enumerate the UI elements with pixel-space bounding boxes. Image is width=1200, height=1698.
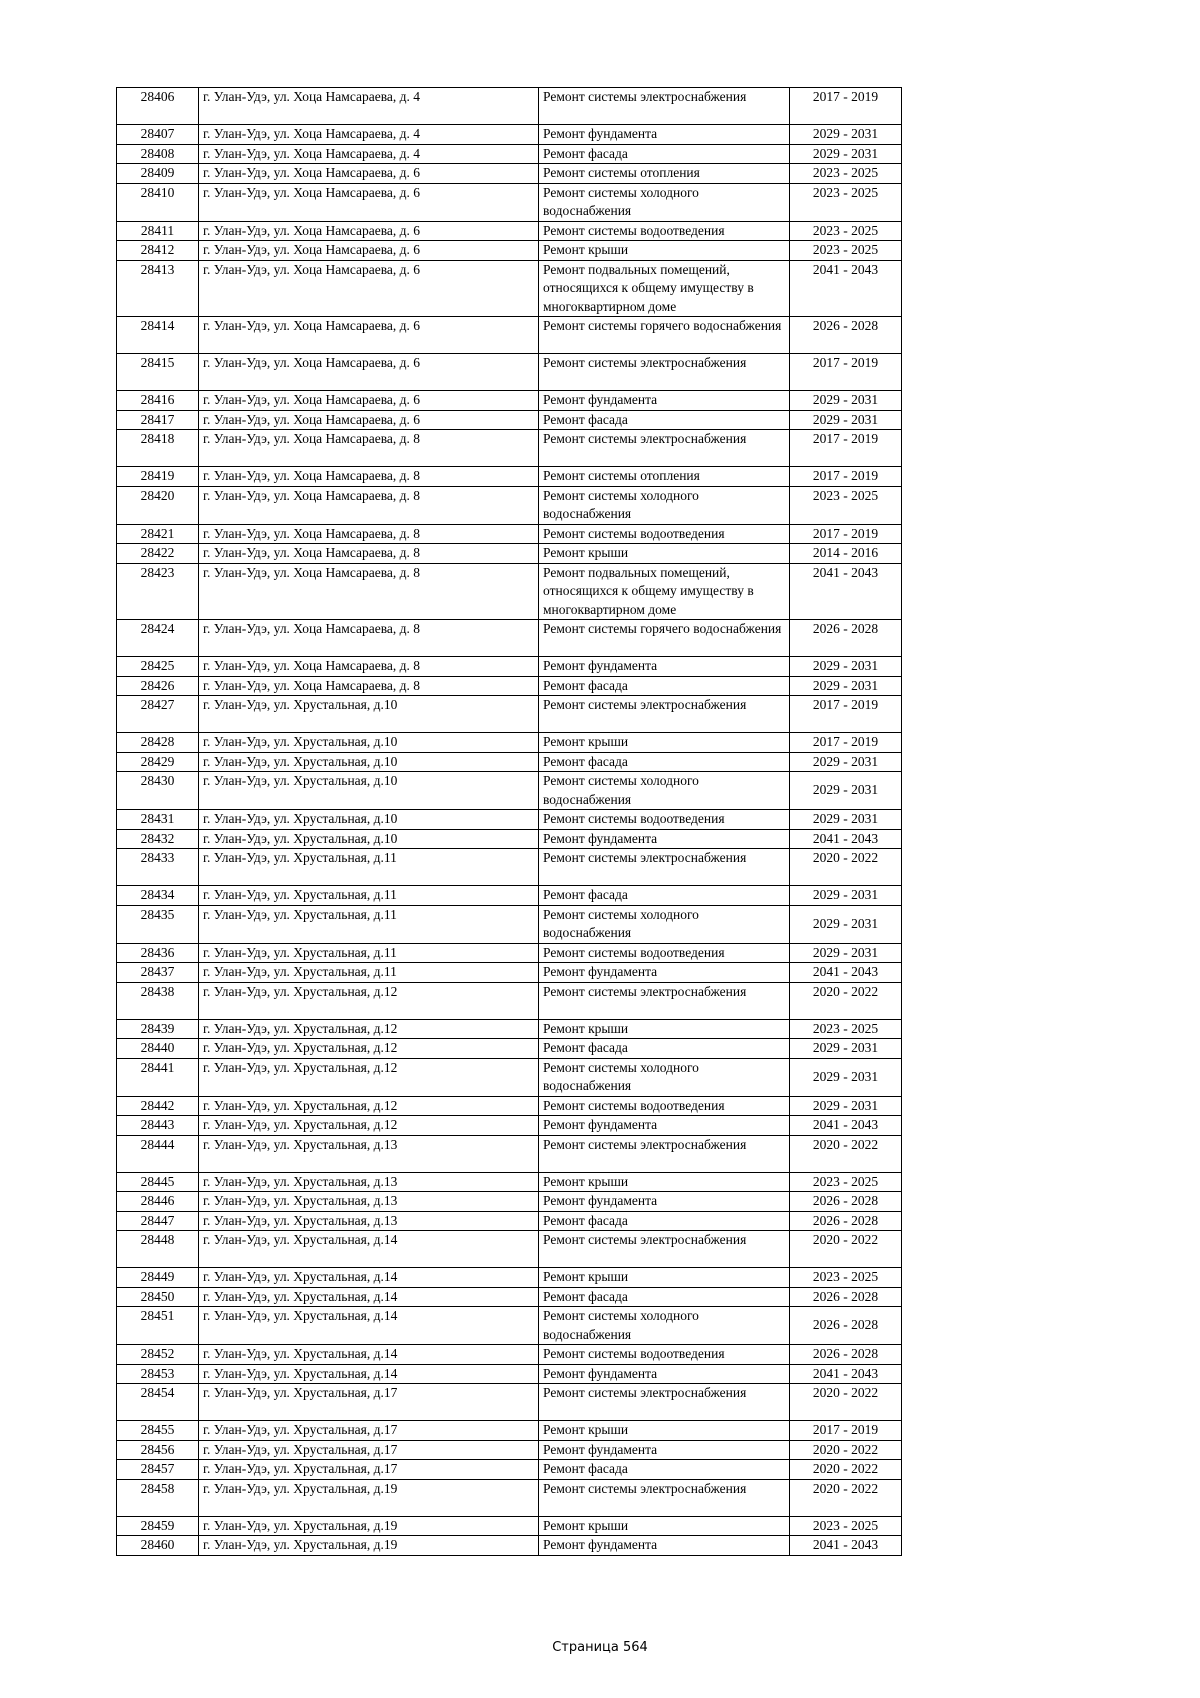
table-row xyxy=(117,1479,902,1516)
table-row xyxy=(117,260,902,317)
table-row xyxy=(117,1307,902,1345)
table-row xyxy=(117,1019,902,1039)
row-address: г. Улан-Удэ, ул. Хоца Намсараева, д. 8 xyxy=(199,430,539,467)
row-address: г. Улан-Удэ, ул. Хрустальная, д.13 xyxy=(199,1135,539,1172)
table-row xyxy=(117,524,902,544)
row-work-type: Ремонт системы электроснабжения xyxy=(539,1135,790,1172)
row-period: 2029 - 2031 xyxy=(790,676,902,696)
row-id: 28425 xyxy=(117,657,199,677)
row-work-type: Ремонт крыши xyxy=(539,1172,790,1192)
table-row xyxy=(117,657,902,677)
row-work-type: Ремонт системы водоотведения xyxy=(539,524,790,544)
row-work-type: Ремонт системы водоотведения xyxy=(539,1345,790,1365)
row-period: 2023 - 2025 xyxy=(790,1268,902,1288)
row-address: г. Улан-Удэ, ул. Хрустальная, д.12 xyxy=(199,982,539,1019)
row-address: г. Улан-Удэ, ул. Хрустальная, д.10 xyxy=(199,810,539,830)
row-id: 28459 xyxy=(117,1516,199,1536)
row-period: 2020 - 2022 xyxy=(790,1231,902,1268)
row-address: г. Улан-Удэ, ул. Хрустальная, д.11 xyxy=(199,886,539,906)
row-address: г. Улан-Удэ, ул. Хрустальная, д.12 xyxy=(199,1019,539,1039)
row-period: 2023 - 2025 xyxy=(790,241,902,261)
row-id: 28458 xyxy=(117,1479,199,1516)
row-work-type: Ремонт крыши xyxy=(539,1268,790,1288)
row-address: г. Улан-Удэ, ул. Хрустальная, д.12 xyxy=(199,1116,539,1136)
row-address: г. Улан-Удэ, ул. Хоца Намсараева, д. 8 xyxy=(199,467,539,487)
table-row xyxy=(117,849,902,886)
row-work-type: Ремонт системы холодного водоснабжения xyxy=(539,772,790,810)
row-address: г. Улан-Удэ, ул. Хоца Намсараева, д. 8 xyxy=(199,486,539,524)
row-id: 28432 xyxy=(117,829,199,849)
row-address: г. Улан-Удэ, ул. Хоца Намсараева, д. 6 xyxy=(199,164,539,184)
table-row xyxy=(117,125,902,145)
table-row xyxy=(117,544,902,564)
row-address: г. Улан-Удэ, ул. Хрустальная, д.17 xyxy=(199,1384,539,1421)
row-address: г. Улан-Удэ, ул. Хрустальная, д.11 xyxy=(199,963,539,983)
table-row xyxy=(117,982,902,1019)
row-period: 2029 - 2031 xyxy=(790,810,902,830)
table-row xyxy=(117,943,902,963)
row-period: 2017 - 2019 xyxy=(790,696,902,733)
row-work-type: Ремонт фундамента xyxy=(539,1440,790,1460)
row-work-type: Ремонт фасада xyxy=(539,144,790,164)
table-row xyxy=(117,676,902,696)
row-address: г. Улан-Удэ, ул. Хрустальная, д.10 xyxy=(199,696,539,733)
row-period: 2023 - 2025 xyxy=(790,183,902,221)
row-period: 2023 - 2025 xyxy=(790,164,902,184)
row-address: г. Улан-Удэ, ул. Хоца Намсараева, д. 4 xyxy=(199,144,539,164)
row-work-type: Ремонт фасада xyxy=(539,1211,790,1231)
row-work-type: Ремонт системы холодного водоснабжения xyxy=(539,905,790,943)
row-work-type: Ремонт системы электроснабжения xyxy=(539,696,790,733)
row-id: 28414 xyxy=(117,317,199,354)
table-row xyxy=(117,1440,902,1460)
table-row xyxy=(117,829,902,849)
row-address: г. Улан-Удэ, ул. Хрустальная, д.14 xyxy=(199,1268,539,1288)
row-work-type: Ремонт системы водоотведения xyxy=(539,943,790,963)
row-id: 28460 xyxy=(117,1536,199,1556)
row-period: 2023 - 2025 xyxy=(790,1019,902,1039)
row-address: г. Улан-Удэ, ул. Хоца Намсараева, д. 4 xyxy=(199,88,539,125)
row-address: г. Улан-Удэ, ул. Хрустальная, д.14 xyxy=(199,1287,539,1307)
row-period: 2020 - 2022 xyxy=(790,1384,902,1421)
row-id: 28433 xyxy=(117,849,199,886)
row-period: 2041 - 2043 xyxy=(790,1364,902,1384)
row-id: 28441 xyxy=(117,1058,199,1096)
table-row xyxy=(117,486,902,524)
row-period: 2017 - 2019 xyxy=(790,733,902,753)
table-row xyxy=(117,1211,902,1231)
row-id: 28423 xyxy=(117,563,199,620)
row-period: 2029 - 2031 xyxy=(790,886,902,906)
row-id: 28406 xyxy=(117,88,199,125)
row-address: г. Улан-Удэ, ул. Хоца Намсараева, д. 6 xyxy=(199,410,539,430)
table-row xyxy=(117,1039,902,1059)
row-period: 2026 - 2028 xyxy=(790,620,902,657)
row-address: г. Улан-Удэ, ул. Хоца Намсараева, д. 8 xyxy=(199,563,539,620)
row-id: 28440 xyxy=(117,1039,199,1059)
row-id: 28424 xyxy=(117,620,199,657)
row-id: 28457 xyxy=(117,1460,199,1480)
row-id: 28417 xyxy=(117,410,199,430)
row-id: 28420 xyxy=(117,486,199,524)
row-period: 2020 - 2022 xyxy=(790,1135,902,1172)
row-period: 2020 - 2022 xyxy=(790,1479,902,1516)
row-id: 28436 xyxy=(117,943,199,963)
row-work-type: Ремонт крыши xyxy=(539,241,790,261)
row-id: 28411 xyxy=(117,221,199,241)
row-period: 2017 - 2019 xyxy=(790,88,902,125)
row-period: 2023 - 2025 xyxy=(790,1516,902,1536)
table-row xyxy=(117,221,902,241)
row-id: 28453 xyxy=(117,1364,199,1384)
row-id: 28429 xyxy=(117,752,199,772)
table-row xyxy=(117,164,902,184)
row-period: 2029 - 2031 xyxy=(790,943,902,963)
row-period: 2026 - 2028 xyxy=(790,317,902,354)
table-row xyxy=(117,1116,902,1136)
row-id: 28407 xyxy=(117,125,199,145)
row-period: 2017 - 2019 xyxy=(790,467,902,487)
table-row xyxy=(117,391,902,411)
row-period: 2023 - 2025 xyxy=(790,221,902,241)
row-work-type: Ремонт системы горячего водоснабжения xyxy=(539,317,790,354)
row-address: г. Улан-Удэ, ул. Хрустальная, д.11 xyxy=(199,849,539,886)
row-address: г. Улан-Удэ, ул. Хрустальная, д.10 xyxy=(199,752,539,772)
table-row xyxy=(117,905,902,943)
row-work-type: Ремонт фасада xyxy=(539,1287,790,1307)
row-id: 28438 xyxy=(117,982,199,1019)
row-address: г. Улан-Удэ, ул. Хрустальная, д.14 xyxy=(199,1364,539,1384)
row-address: г. Улан-Удэ, ул. Хрустальная, д.12 xyxy=(199,1096,539,1116)
row-work-type: Ремонт фундамента xyxy=(539,1192,790,1212)
table-row xyxy=(117,1516,902,1536)
row-work-type: Ремонт системы отопления xyxy=(539,164,790,184)
row-id: 28447 xyxy=(117,1211,199,1231)
repair-schedule-table xyxy=(116,87,902,1556)
row-address: г. Улан-Удэ, ул. Хрустальная, д.10 xyxy=(199,772,539,810)
row-period: 2029 - 2031 xyxy=(790,391,902,411)
row-period: 2029 - 2031 xyxy=(790,772,902,810)
row-period: 2029 - 2031 xyxy=(790,410,902,430)
row-address: г. Улан-Удэ, ул. Хоца Намсараева, д. 6 xyxy=(199,391,539,411)
row-id: 28435 xyxy=(117,905,199,943)
row-period: 2026 - 2028 xyxy=(790,1345,902,1365)
row-address: г. Улан-Удэ, ул. Хрустальная, д.19 xyxy=(199,1536,539,1556)
row-address: г. Улан-Удэ, ул. Хрустальная, д.12 xyxy=(199,1058,539,1096)
row-id: 28415 xyxy=(117,354,199,391)
row-period: 2026 - 2028 xyxy=(790,1287,902,1307)
row-period: 2020 - 2022 xyxy=(790,849,902,886)
row-work-type: Ремонт подвальных помещений, относящихся к общему имуществу в многоквартирном доме xyxy=(539,260,790,317)
row-work-type: Ремонт системы электроснабжения xyxy=(539,88,790,125)
row-id: 28408 xyxy=(117,144,199,164)
row-address: г. Улан-Удэ, ул. Хоца Намсараева, д. 6 xyxy=(199,183,539,221)
row-id: 28410 xyxy=(117,183,199,221)
table-row xyxy=(117,430,902,467)
row-work-type: Ремонт системы горячего водоснабжения xyxy=(539,620,790,657)
row-work-type: Ремонт фасада xyxy=(539,1460,790,1480)
row-address: г. Улан-Удэ, ул. Хоца Намсараева, д. 6 xyxy=(199,241,539,261)
row-id: 28428 xyxy=(117,733,199,753)
row-id: 28430 xyxy=(117,772,199,810)
row-id: 28437 xyxy=(117,963,199,983)
table-row xyxy=(117,1421,902,1441)
table-row xyxy=(117,1231,902,1268)
row-address: г. Улан-Удэ, ул. Хоца Намсараева, д. 6 xyxy=(199,317,539,354)
row-period: 2017 - 2019 xyxy=(790,354,902,391)
row-work-type: Ремонт крыши xyxy=(539,733,790,753)
row-id: 28450 xyxy=(117,1287,199,1307)
table-row xyxy=(117,1287,902,1307)
row-work-type: Ремонт крыши xyxy=(539,1516,790,1536)
row-period: 2026 - 2028 xyxy=(790,1211,902,1231)
row-period: 2041 - 2043 xyxy=(790,829,902,849)
row-address: г. Улан-Удэ, ул. Хрустальная, д.19 xyxy=(199,1479,539,1516)
row-work-type: Ремонт крыши xyxy=(539,544,790,564)
table-row xyxy=(117,696,902,733)
row-period: 2017 - 2019 xyxy=(790,524,902,544)
row-id: 28422 xyxy=(117,544,199,564)
row-id: 28409 xyxy=(117,164,199,184)
row-id: 28416 xyxy=(117,391,199,411)
row-work-type: Ремонт системы электроснабжения xyxy=(539,1384,790,1421)
row-address: г. Улан-Удэ, ул. Хрустальная, д.10 xyxy=(199,829,539,849)
row-period: 2020 - 2022 xyxy=(790,1460,902,1480)
table-body xyxy=(117,88,902,1556)
row-period: 2029 - 2031 xyxy=(790,1096,902,1116)
row-id: 28427 xyxy=(117,696,199,733)
row-id: 28456 xyxy=(117,1440,199,1460)
row-address: г. Улан-Удэ, ул. Хрустальная, д.17 xyxy=(199,1440,539,1460)
row-work-type: Ремонт системы отопления xyxy=(539,467,790,487)
row-id: 28431 xyxy=(117,810,199,830)
row-address: г. Улан-Удэ, ул. Хрустальная, д.13 xyxy=(199,1211,539,1231)
row-work-type: Ремонт системы водоотведения xyxy=(539,810,790,830)
row-id: 28452 xyxy=(117,1345,199,1365)
row-address: г. Улан-Удэ, ул. Хрустальная, д.12 xyxy=(199,1039,539,1059)
row-id: 28444 xyxy=(117,1135,199,1172)
row-id: 28449 xyxy=(117,1268,199,1288)
row-address: г. Улан-Удэ, ул. Хоца Намсараева, д. 6 xyxy=(199,260,539,317)
row-work-type: Ремонт фундамента xyxy=(539,657,790,677)
row-work-type: Ремонт крыши xyxy=(539,1421,790,1441)
row-address: г. Улан-Удэ, ул. Хоца Намсараева, д. 4 xyxy=(199,125,539,145)
table-row xyxy=(117,752,902,772)
table-row xyxy=(117,1345,902,1365)
row-id: 28413 xyxy=(117,260,199,317)
row-address: г. Улан-Удэ, ул. Хоца Намсараева, д. 6 xyxy=(199,221,539,241)
table-row xyxy=(117,1192,902,1212)
table-row xyxy=(117,563,902,620)
row-period: 2029 - 2031 xyxy=(790,657,902,677)
row-id: 28451 xyxy=(117,1307,199,1345)
row-work-type: Ремонт системы электроснабжения xyxy=(539,849,790,886)
row-id: 28445 xyxy=(117,1172,199,1192)
row-work-type: Ремонт крыши xyxy=(539,1019,790,1039)
row-period: 2041 - 2043 xyxy=(790,260,902,317)
table-row xyxy=(117,1384,902,1421)
row-work-type: Ремонт фундамента xyxy=(539,391,790,411)
table-row xyxy=(117,467,902,487)
row-id: 28443 xyxy=(117,1116,199,1136)
row-period: 2017 - 2019 xyxy=(790,430,902,467)
row-period: 2029 - 2031 xyxy=(790,1039,902,1059)
row-work-type: Ремонт системы холодного водоснабжения xyxy=(539,1307,790,1345)
table-row xyxy=(117,354,902,391)
row-address: г. Улан-Удэ, ул. Хрустальная, д.19 xyxy=(199,1516,539,1536)
row-id: 28454 xyxy=(117,1384,199,1421)
row-period: 2041 - 2043 xyxy=(790,963,902,983)
page-number: Страница 564 xyxy=(552,1640,648,1655)
row-id: 28455 xyxy=(117,1421,199,1441)
row-work-type: Ремонт фундамента xyxy=(539,1116,790,1136)
row-id: 28426 xyxy=(117,676,199,696)
row-id: 28412 xyxy=(117,241,199,261)
row-address: г. Улан-Удэ, ул. Хрустальная, д.14 xyxy=(199,1345,539,1365)
row-work-type: Ремонт фундамента xyxy=(539,125,790,145)
row-work-type: Ремонт фасада xyxy=(539,752,790,772)
row-period: 2026 - 2028 xyxy=(790,1192,902,1212)
row-period: 2029 - 2031 xyxy=(790,905,902,943)
row-work-type: Ремонт системы холодного водоснабжения xyxy=(539,486,790,524)
row-period: 2041 - 2043 xyxy=(790,1536,902,1556)
row-work-type: Ремонт системы электроснабжения xyxy=(539,354,790,391)
table-row xyxy=(117,733,902,753)
row-work-type: Ремонт системы водоотведения xyxy=(539,1096,790,1116)
table-row xyxy=(117,1536,902,1556)
row-work-type: Ремонт системы электроснабжения xyxy=(539,982,790,1019)
table-row xyxy=(117,1135,902,1172)
table-row xyxy=(117,620,902,657)
row-work-type: Ремонт системы водоотведения xyxy=(539,221,790,241)
row-period: 2017 - 2019 xyxy=(790,1421,902,1441)
row-address: г. Улан-Удэ, ул. Хрустальная, д.13 xyxy=(199,1192,539,1212)
row-work-type: Ремонт подвальных помещений, относящихся к общему имуществу в многоквартирном доме xyxy=(539,563,790,620)
table-row xyxy=(117,772,902,810)
table-row xyxy=(117,810,902,830)
row-work-type: Ремонт фундамента xyxy=(539,1364,790,1384)
row-work-type: Ремонт фундамента xyxy=(539,963,790,983)
row-period: 2026 - 2028 xyxy=(790,1307,902,1345)
row-id: 28434 xyxy=(117,886,199,906)
row-address: г. Улан-Удэ, ул. Хрустальная, д.10 xyxy=(199,733,539,753)
table-row xyxy=(117,1268,902,1288)
row-address: г. Улан-Удэ, ул. Хрустальная, д.11 xyxy=(199,905,539,943)
table-row xyxy=(117,886,902,906)
row-address: г. Улан-Удэ, ул. Хрустальная, д.17 xyxy=(199,1421,539,1441)
row-work-type: Ремонт системы холодного водоснабжения xyxy=(539,1058,790,1096)
row-period: 2023 - 2025 xyxy=(790,486,902,524)
table-row xyxy=(117,410,902,430)
row-period: 2041 - 2043 xyxy=(790,563,902,620)
row-work-type: Ремонт системы холодного водоснабжения xyxy=(539,183,790,221)
row-work-type: Ремонт фасада xyxy=(539,1039,790,1059)
row-period: 2014 - 2016 xyxy=(790,544,902,564)
row-address: г. Улан-Удэ, ул. Хрустальная, д.17 xyxy=(199,1460,539,1480)
row-period: 2023 - 2025 xyxy=(790,1172,902,1192)
row-address: г. Улан-Удэ, ул. Хоца Намсараева, д. 6 xyxy=(199,354,539,391)
row-address: г. Улан-Удэ, ул. Хрустальная, д.13 xyxy=(199,1172,539,1192)
row-period: 2029 - 2031 xyxy=(790,125,902,145)
row-work-type: Ремонт фасада xyxy=(539,676,790,696)
row-work-type: Ремонт фасада xyxy=(539,410,790,430)
row-period: 2041 - 2043 xyxy=(790,1116,902,1136)
row-period: 2020 - 2022 xyxy=(790,1440,902,1460)
table-row xyxy=(117,1096,902,1116)
table-row xyxy=(117,1364,902,1384)
row-address: г. Улан-Удэ, ул. Хоца Намсараева, д. 8 xyxy=(199,524,539,544)
table-row xyxy=(117,88,902,125)
table-row xyxy=(117,963,902,983)
table-row xyxy=(117,1172,902,1192)
row-work-type: Ремонт фундамента xyxy=(539,829,790,849)
row-address: г. Улан-Удэ, ул. Хоца Намсараева, д. 8 xyxy=(199,620,539,657)
table-row xyxy=(117,1460,902,1480)
row-work-type: Ремонт фундамента xyxy=(539,1536,790,1556)
row-id: 28448 xyxy=(117,1231,199,1268)
row-work-type: Ремонт системы электроснабжения xyxy=(539,430,790,467)
row-id: 28439 xyxy=(117,1019,199,1039)
row-period: 2020 - 2022 xyxy=(790,982,902,1019)
row-address: г. Улан-Удэ, ул. Хрустальная, д.11 xyxy=(199,943,539,963)
row-work-type: Ремонт фасада xyxy=(539,886,790,906)
row-address: г. Улан-Удэ, ул. Хрустальная, д.14 xyxy=(199,1231,539,1268)
row-period: 2029 - 2031 xyxy=(790,752,902,772)
row-address: г. Улан-Удэ, ул. Хоца Намсараева, д. 8 xyxy=(199,544,539,564)
table-row xyxy=(117,1058,902,1096)
row-period: 2029 - 2031 xyxy=(790,1058,902,1096)
table-row xyxy=(117,144,902,164)
row-id: 28442 xyxy=(117,1096,199,1116)
row-address: г. Улан-Удэ, ул. Хоца Намсараева, д. 8 xyxy=(199,676,539,696)
row-id: 28421 xyxy=(117,524,199,544)
row-work-type: Ремонт системы электроснабжения xyxy=(539,1479,790,1516)
row-period: 2029 - 2031 xyxy=(790,144,902,164)
row-address: г. Улан-Удэ, ул. Хрустальная, д.14 xyxy=(199,1307,539,1345)
table-row xyxy=(117,317,902,354)
row-id: 28446 xyxy=(117,1192,199,1212)
row-work-type: Ремонт системы электроснабжения xyxy=(539,1231,790,1268)
row-id: 28418 xyxy=(117,430,199,467)
row-address: г. Улан-Удэ, ул. Хоца Намсараева, д. 8 xyxy=(199,657,539,677)
row-id: 28419 xyxy=(117,467,199,487)
table-row xyxy=(117,183,902,221)
table-row xyxy=(117,241,902,261)
